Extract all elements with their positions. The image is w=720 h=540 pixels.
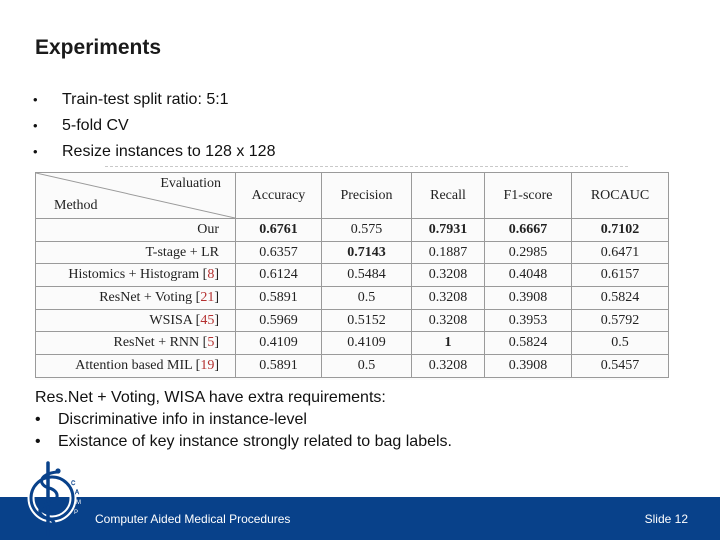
table-cell: 1 bbox=[412, 332, 485, 355]
table-cell: 0.5792 bbox=[572, 309, 669, 332]
table-cell: 0.5824 bbox=[485, 332, 572, 355]
table-cell: 0.7143 bbox=[322, 241, 412, 264]
column-header-rocauc: ROCAUC bbox=[572, 173, 669, 219]
column-header-f1: F1-score bbox=[485, 173, 572, 219]
table-row bbox=[36, 287, 669, 310]
table-cell: 0.3908 bbox=[485, 287, 572, 310]
table-corner-cell bbox=[36, 173, 236, 219]
table-cell: 0.3208 bbox=[412, 309, 485, 332]
method-name: ResNet + RNN [5] bbox=[36, 332, 236, 355]
notes-item: • Existance of key instance strongly related to bag labels. bbox=[35, 431, 452, 453]
method-name: Our bbox=[36, 219, 236, 242]
table-cell: 0.6157 bbox=[572, 264, 669, 287]
citation-link[interactable]: 19 bbox=[200, 357, 215, 373]
svg-text:A: A bbox=[75, 490, 80, 496]
svg-text:M: M bbox=[76, 500, 81, 506]
bullet-resize: • Resize instances to 128 x 128 bbox=[33, 141, 275, 167]
footer-bar bbox=[0, 497, 720, 540]
svg-text:C: C bbox=[71, 481, 76, 487]
table-cell: 0.6357 bbox=[236, 241, 322, 264]
setup-bullet-list bbox=[33, 89, 275, 167]
citation-link[interactable]: 8 bbox=[207, 267, 215, 283]
slide-title: Experiments bbox=[35, 36, 162, 59]
table-row bbox=[36, 241, 669, 264]
method-name: WSISA [45] bbox=[36, 309, 236, 332]
camp-logo-icon bbox=[16, 458, 84, 540]
column-header-recall: Recall bbox=[412, 173, 485, 219]
table-row bbox=[36, 332, 669, 355]
notes-heading: Res.Net + Voting, WISA have extra requirements: bbox=[35, 389, 386, 406]
table-cell: 0.3208 bbox=[412, 264, 485, 287]
cropped-caption-edge bbox=[105, 166, 628, 170]
table-cell: 0.5824 bbox=[572, 287, 669, 310]
column-header-accuracy: Accuracy bbox=[236, 173, 322, 219]
method-name: ResNet + Voting [21] bbox=[36, 287, 236, 310]
table-cell: 0.3208 bbox=[412, 355, 485, 378]
table-cell: 0.1887 bbox=[412, 241, 485, 264]
table-cell: 0.3208 bbox=[412, 287, 485, 310]
bullet-cv: • 5-fold CV bbox=[33, 115, 275, 141]
table-cell: 0.7102 bbox=[572, 219, 669, 242]
footer-institution: Computer Aided Medical Procedures bbox=[95, 512, 291, 526]
table-cell: 0.4048 bbox=[485, 264, 572, 287]
table-cell: 0.4109 bbox=[236, 332, 322, 355]
table-header-row bbox=[36, 173, 669, 219]
bullet-split-ratio: • Train-test split ratio: 5:1 bbox=[33, 89, 275, 115]
table-cell: 0.6761 bbox=[236, 219, 322, 242]
table-cell: 0.4109 bbox=[322, 332, 412, 355]
table-cell: 0.5969 bbox=[236, 309, 322, 332]
table-cell: 0.5 bbox=[572, 332, 669, 355]
method-name: T-stage + LR bbox=[36, 241, 236, 264]
table-row bbox=[36, 219, 669, 242]
table-cell: 0.6471 bbox=[572, 241, 669, 264]
table-cell: 0.3953 bbox=[485, 309, 572, 332]
svg-text:P: P bbox=[74, 510, 79, 516]
method-name: Histomics + Histogram [8] bbox=[36, 264, 236, 287]
table-row bbox=[36, 264, 669, 287]
table-cell: 0.575 bbox=[322, 219, 412, 242]
table-cell: 0.5 bbox=[322, 287, 412, 310]
citation-link[interactable]: 5 bbox=[207, 335, 215, 351]
slide-number: Slide 12 bbox=[644, 512, 688, 526]
table-cell: 0.3908 bbox=[485, 355, 572, 378]
table-cell: 0.6124 bbox=[236, 264, 322, 287]
table-row bbox=[36, 309, 669, 332]
citation-link[interactable]: 21 bbox=[200, 289, 215, 305]
table-cell: 0.7931 bbox=[412, 219, 485, 242]
notes-item: • Discriminative info in instance-level bbox=[35, 409, 452, 431]
table-cell: 0.5152 bbox=[322, 309, 412, 332]
table-row bbox=[36, 355, 669, 378]
results-table-image bbox=[35, 172, 668, 380]
citation-link[interactable]: 45 bbox=[200, 312, 215, 328]
table-cell: 0.6667 bbox=[485, 219, 572, 242]
table-cell: 0.5484 bbox=[322, 264, 412, 287]
requirements-notes bbox=[35, 387, 452, 453]
table-cell: 0.5891 bbox=[236, 287, 322, 310]
table-cell: 0.5 bbox=[322, 355, 412, 378]
table-cell: 0.5891 bbox=[236, 355, 322, 378]
corner-label-evaluation: Evaluation bbox=[160, 176, 221, 191]
corner-label-method: Method bbox=[54, 198, 98, 213]
results-table bbox=[35, 172, 669, 378]
table-cell: 0.5457 bbox=[572, 355, 669, 378]
column-header-precision: Precision bbox=[322, 173, 412, 219]
method-name: Attention based MIL [19] bbox=[36, 355, 236, 378]
table-cell: 0.2985 bbox=[485, 241, 572, 264]
